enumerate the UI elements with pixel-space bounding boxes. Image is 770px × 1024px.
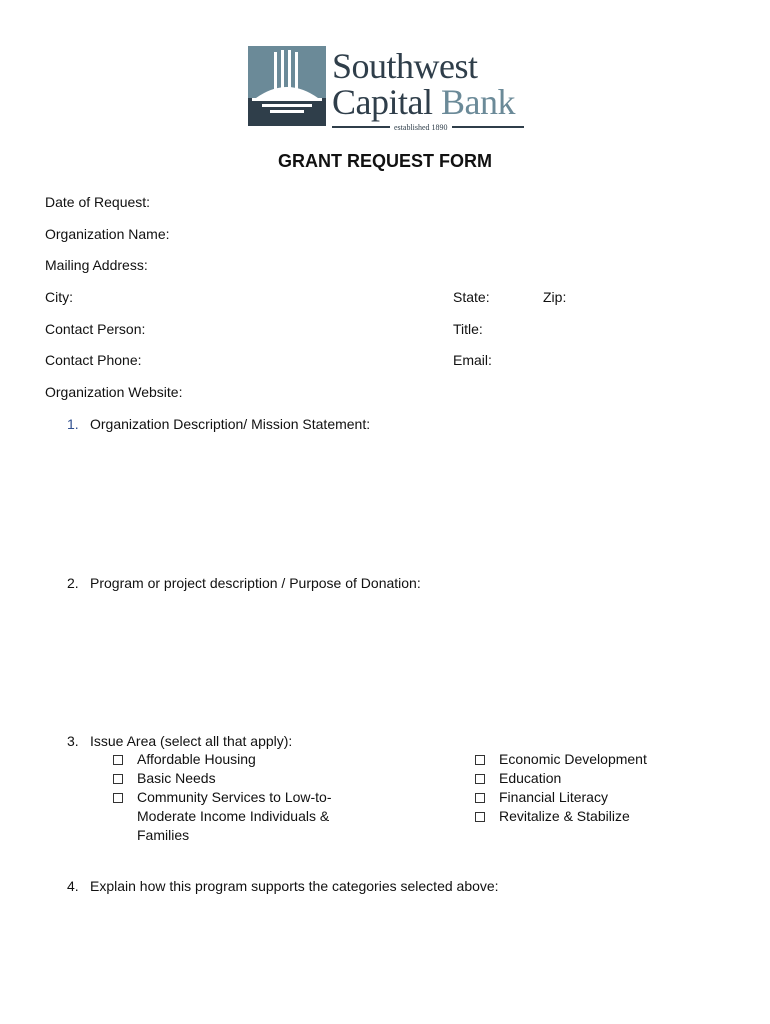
question-1-number: 1. bbox=[67, 416, 79, 432]
checkbox-icon[interactable] bbox=[475, 812, 485, 822]
checkbox-icon[interactable] bbox=[113, 793, 123, 803]
logo-word-capital: Capital bbox=[332, 82, 433, 122]
issue-area-education[interactable] bbox=[475, 769, 735, 788]
checkbox-icon[interactable] bbox=[113, 755, 123, 765]
title-label: Title: bbox=[453, 321, 483, 337]
issue-area-affordable-housing[interactable] bbox=[113, 750, 353, 769]
issue-area-label: Revitalize & Stabilize bbox=[499, 808, 630, 824]
logo-established-bar bbox=[332, 122, 524, 132]
issue-area-label: Community Services to Low-to-Moderate Income Individuals & Families bbox=[137, 789, 332, 843]
checkbox-icon[interactable] bbox=[475, 755, 485, 765]
date-of-request-label: Date of Request: bbox=[45, 194, 151, 210]
issue-area-label: Basic Needs bbox=[137, 770, 216, 786]
checkbox-icon[interactable] bbox=[113, 774, 123, 784]
logo-rule-right bbox=[452, 126, 524, 128]
issue-area-economic-development[interactable] bbox=[475, 750, 735, 769]
logo-established: established 1890 bbox=[394, 122, 448, 132]
city-label: City: bbox=[45, 289, 73, 305]
issue-area-label: Financial Literacy bbox=[499, 789, 608, 805]
question-3-text: Issue Area (select all that apply): bbox=[90, 733, 293, 749]
issue-area-label: Economic Development bbox=[499, 751, 647, 767]
question-3-number: 3. bbox=[67, 733, 79, 749]
state-label: State: bbox=[453, 289, 490, 305]
organization-name-label: Organization Name: bbox=[45, 226, 170, 242]
logo-name-line1: Southwest bbox=[332, 46, 478, 86]
checkbox-icon[interactable] bbox=[475, 774, 485, 784]
question-2-number: 2. bbox=[67, 575, 79, 591]
issue-area-label: Affordable Housing bbox=[137, 751, 256, 767]
question-2-text: Program or project description / Purpose of Donation: bbox=[90, 575, 421, 591]
checkbox-icon[interactable] bbox=[475, 793, 485, 803]
mailing-address-label: Mailing Address: bbox=[45, 257, 148, 273]
bank-logo-mark-icon bbox=[248, 46, 326, 126]
question-4-number: 4. bbox=[67, 878, 79, 894]
organization-website-label: Organization Website: bbox=[45, 384, 183, 400]
issue-area-revitalize-stabilize[interactable] bbox=[475, 807, 735, 826]
logo-name-line2 bbox=[332, 84, 515, 120]
issue-area-community-services[interactable] bbox=[113, 788, 348, 844]
logo-word-bank: Bank bbox=[440, 82, 515, 122]
issue-area-basic-needs[interactable] bbox=[113, 769, 353, 788]
issue-area-label: Education bbox=[499, 770, 562, 786]
question-1-text: Organization Description/ Mission Statement: bbox=[90, 416, 371, 432]
question-4-text: Explain how this program supports the categories selected above: bbox=[90, 878, 499, 894]
contact-phone-label: Contact Phone: bbox=[45, 352, 142, 368]
bank-logo bbox=[248, 44, 524, 132]
logo-rule-left bbox=[332, 126, 390, 128]
email-label: Email: bbox=[453, 352, 492, 368]
zip-label: Zip: bbox=[543, 289, 567, 305]
contact-person-label: Contact Person: bbox=[45, 321, 146, 337]
issue-area-financial-literacy[interactable] bbox=[475, 788, 735, 807]
form-title: GRANT REQUEST FORM bbox=[278, 151, 492, 171]
